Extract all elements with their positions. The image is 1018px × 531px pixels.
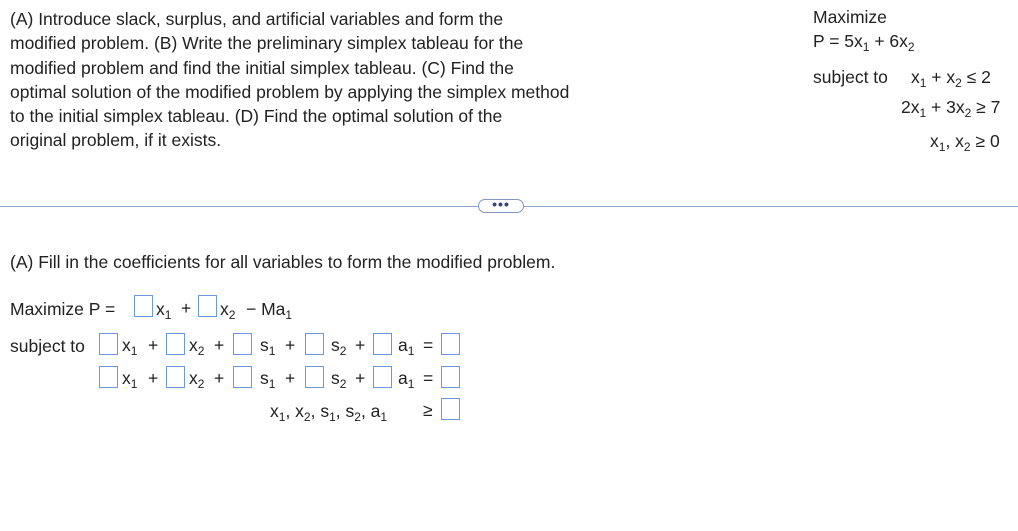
subscript: 2 xyxy=(963,140,971,154)
subscript: 1 xyxy=(268,377,276,391)
var-text: s xyxy=(260,335,269,355)
subscript: 2 xyxy=(197,377,205,391)
constraint-text: , x xyxy=(945,131,964,151)
constraint-text: x xyxy=(911,67,920,87)
variable-x1 xyxy=(122,368,137,389)
subscript: 1 xyxy=(380,410,388,424)
objective-text: + 6x xyxy=(869,31,908,51)
plus-sign: + xyxy=(214,335,225,355)
subscript: 1 xyxy=(268,344,276,358)
plus-sign: + xyxy=(148,368,159,388)
objective-x1-coefficient-input[interactable] xyxy=(134,295,153,317)
row1-x2-coefficient-input[interactable] xyxy=(166,333,185,355)
subscript: 1 xyxy=(329,410,336,424)
var-text: , s xyxy=(310,401,330,421)
constraint-1 xyxy=(911,67,991,88)
row2-a1-coefficient-input[interactable] xyxy=(373,366,392,388)
ellipsis-icon: ••• xyxy=(492,196,510,212)
instruction-line: to the initial simplex tableau. (D) Find the optimal solution of the xyxy=(10,106,503,127)
plus-sign: + xyxy=(285,335,296,355)
variable-s2 xyxy=(331,335,346,356)
subscript: 1 xyxy=(130,377,138,391)
constraint-nonneg xyxy=(930,131,1000,152)
plus-sign: + xyxy=(214,368,225,388)
variable-x1 xyxy=(122,335,137,356)
var-text: a xyxy=(398,335,408,355)
constraint-2 xyxy=(901,97,1000,118)
var-text: , x xyxy=(285,401,304,421)
row2-x2-coefficient-input[interactable] xyxy=(166,366,185,388)
constraint-text: 2x xyxy=(901,97,920,117)
problem-instructions xyxy=(10,7,650,153)
objective-function xyxy=(813,31,915,52)
expand-more-button[interactable] xyxy=(478,196,524,213)
subscript: 1 xyxy=(919,106,927,120)
row2-s1-coefficient-input[interactable] xyxy=(233,366,252,388)
var-text: , a xyxy=(360,401,381,421)
row1-x1-coefficient-input[interactable] xyxy=(99,333,118,355)
part-a-prompt: (A) Fill in the coefficients for all variables to form the modified problem. xyxy=(10,252,556,272)
variable-s2 xyxy=(331,368,346,389)
subscript: 1 xyxy=(130,344,138,358)
subject-to-label: subject to xyxy=(10,336,85,356)
subscript: 1 xyxy=(407,344,415,358)
instruction-line: (A) Introduce slack, surplus, and artificial variables and form the xyxy=(10,9,504,29)
constraint-text: + 3x xyxy=(926,97,965,117)
row1-a1-coefficient-input[interactable] xyxy=(373,333,392,355)
row1-rhs-input[interactable] xyxy=(441,333,460,355)
subscript: 1 xyxy=(919,76,927,90)
var-text: x xyxy=(189,368,198,388)
variable-x2 xyxy=(220,299,235,320)
var-text: s xyxy=(331,368,340,388)
subscript: 1 xyxy=(278,410,286,424)
maximize-label: Maximize xyxy=(813,7,887,27)
var-text: x xyxy=(189,335,198,355)
var-text: , s xyxy=(335,401,355,421)
variable-s1 xyxy=(260,335,275,356)
instruction-line: optimal solution of the modified problem by applying the simplex method xyxy=(10,81,570,102)
subscript: 2 xyxy=(339,344,347,358)
row2-s2-coefficient-input[interactable] xyxy=(305,366,324,388)
var-text: s xyxy=(331,335,340,355)
maximize-p-label: Maximize P = xyxy=(10,299,116,319)
var-text: a xyxy=(398,368,408,388)
instruction-line: modified problem and find the initial simplex tableau. (C) Find the xyxy=(10,57,514,78)
plus-sign: + xyxy=(181,298,192,318)
subscript: 1 xyxy=(862,40,870,54)
var-text: s xyxy=(260,368,269,388)
subscript: 2 xyxy=(303,410,311,424)
subscript: 1 xyxy=(164,308,172,322)
subject-to-label: subject to xyxy=(813,67,888,87)
geq-sign: ≥ xyxy=(423,400,433,420)
subscript: 1 xyxy=(938,140,946,154)
plus-sign: + xyxy=(355,368,366,388)
row1-s1-coefficient-input[interactable] xyxy=(233,333,252,355)
variable-x1 xyxy=(156,299,171,320)
subscript: 2 xyxy=(228,308,236,322)
constraint-text: ≤ 2 xyxy=(961,67,991,87)
subscript: 2 xyxy=(964,106,972,120)
variable-s1 xyxy=(260,368,275,389)
subscript: 2 xyxy=(197,344,205,358)
constraint-text: ≥ 7 xyxy=(971,97,1001,117)
constraint-text: x xyxy=(930,131,939,151)
constraint-text: + x xyxy=(926,67,956,87)
var-text: x xyxy=(270,401,279,421)
constraint-text: ≥ 0 xyxy=(970,131,1000,151)
row2-rhs-input[interactable] xyxy=(441,366,460,388)
nonnegativity-variables xyxy=(270,401,387,422)
variable-a1 xyxy=(398,335,414,356)
instruction-line: modified problem. (B) Write the preliminary simplex tableau for the xyxy=(10,33,524,54)
var-text: − Ma xyxy=(246,299,286,319)
objective-x2-coefficient-input[interactable] xyxy=(198,295,217,317)
subscript: 2 xyxy=(955,76,962,90)
equals-sign: = xyxy=(423,368,434,388)
var-text: x xyxy=(122,335,131,355)
var-text: x xyxy=(220,299,229,319)
subscript: 2 xyxy=(339,377,347,391)
variable-x2 xyxy=(189,368,204,389)
subscript: 1 xyxy=(407,377,415,391)
minus-ma1 xyxy=(246,299,292,320)
instruction-line: original problem, if it exists. xyxy=(10,130,222,151)
var-text: x xyxy=(122,368,131,388)
row1-s2-coefficient-input[interactable] xyxy=(305,333,324,355)
subscript: 1 xyxy=(285,308,293,322)
nonnegativity-rhs-input[interactable] xyxy=(441,398,460,420)
row2-x1-coefficient-input[interactable] xyxy=(99,366,118,388)
plus-sign: + xyxy=(355,335,366,355)
plus-sign: + xyxy=(285,368,296,388)
subscript: 2 xyxy=(907,40,915,54)
var-text: x xyxy=(156,299,165,319)
subscript: 2 xyxy=(354,410,361,424)
objective-text: P = 5x xyxy=(813,31,863,51)
plus-sign: + xyxy=(148,335,159,355)
variable-x2 xyxy=(189,335,204,356)
variable-a1 xyxy=(398,368,414,389)
equals-sign: = xyxy=(423,335,434,355)
